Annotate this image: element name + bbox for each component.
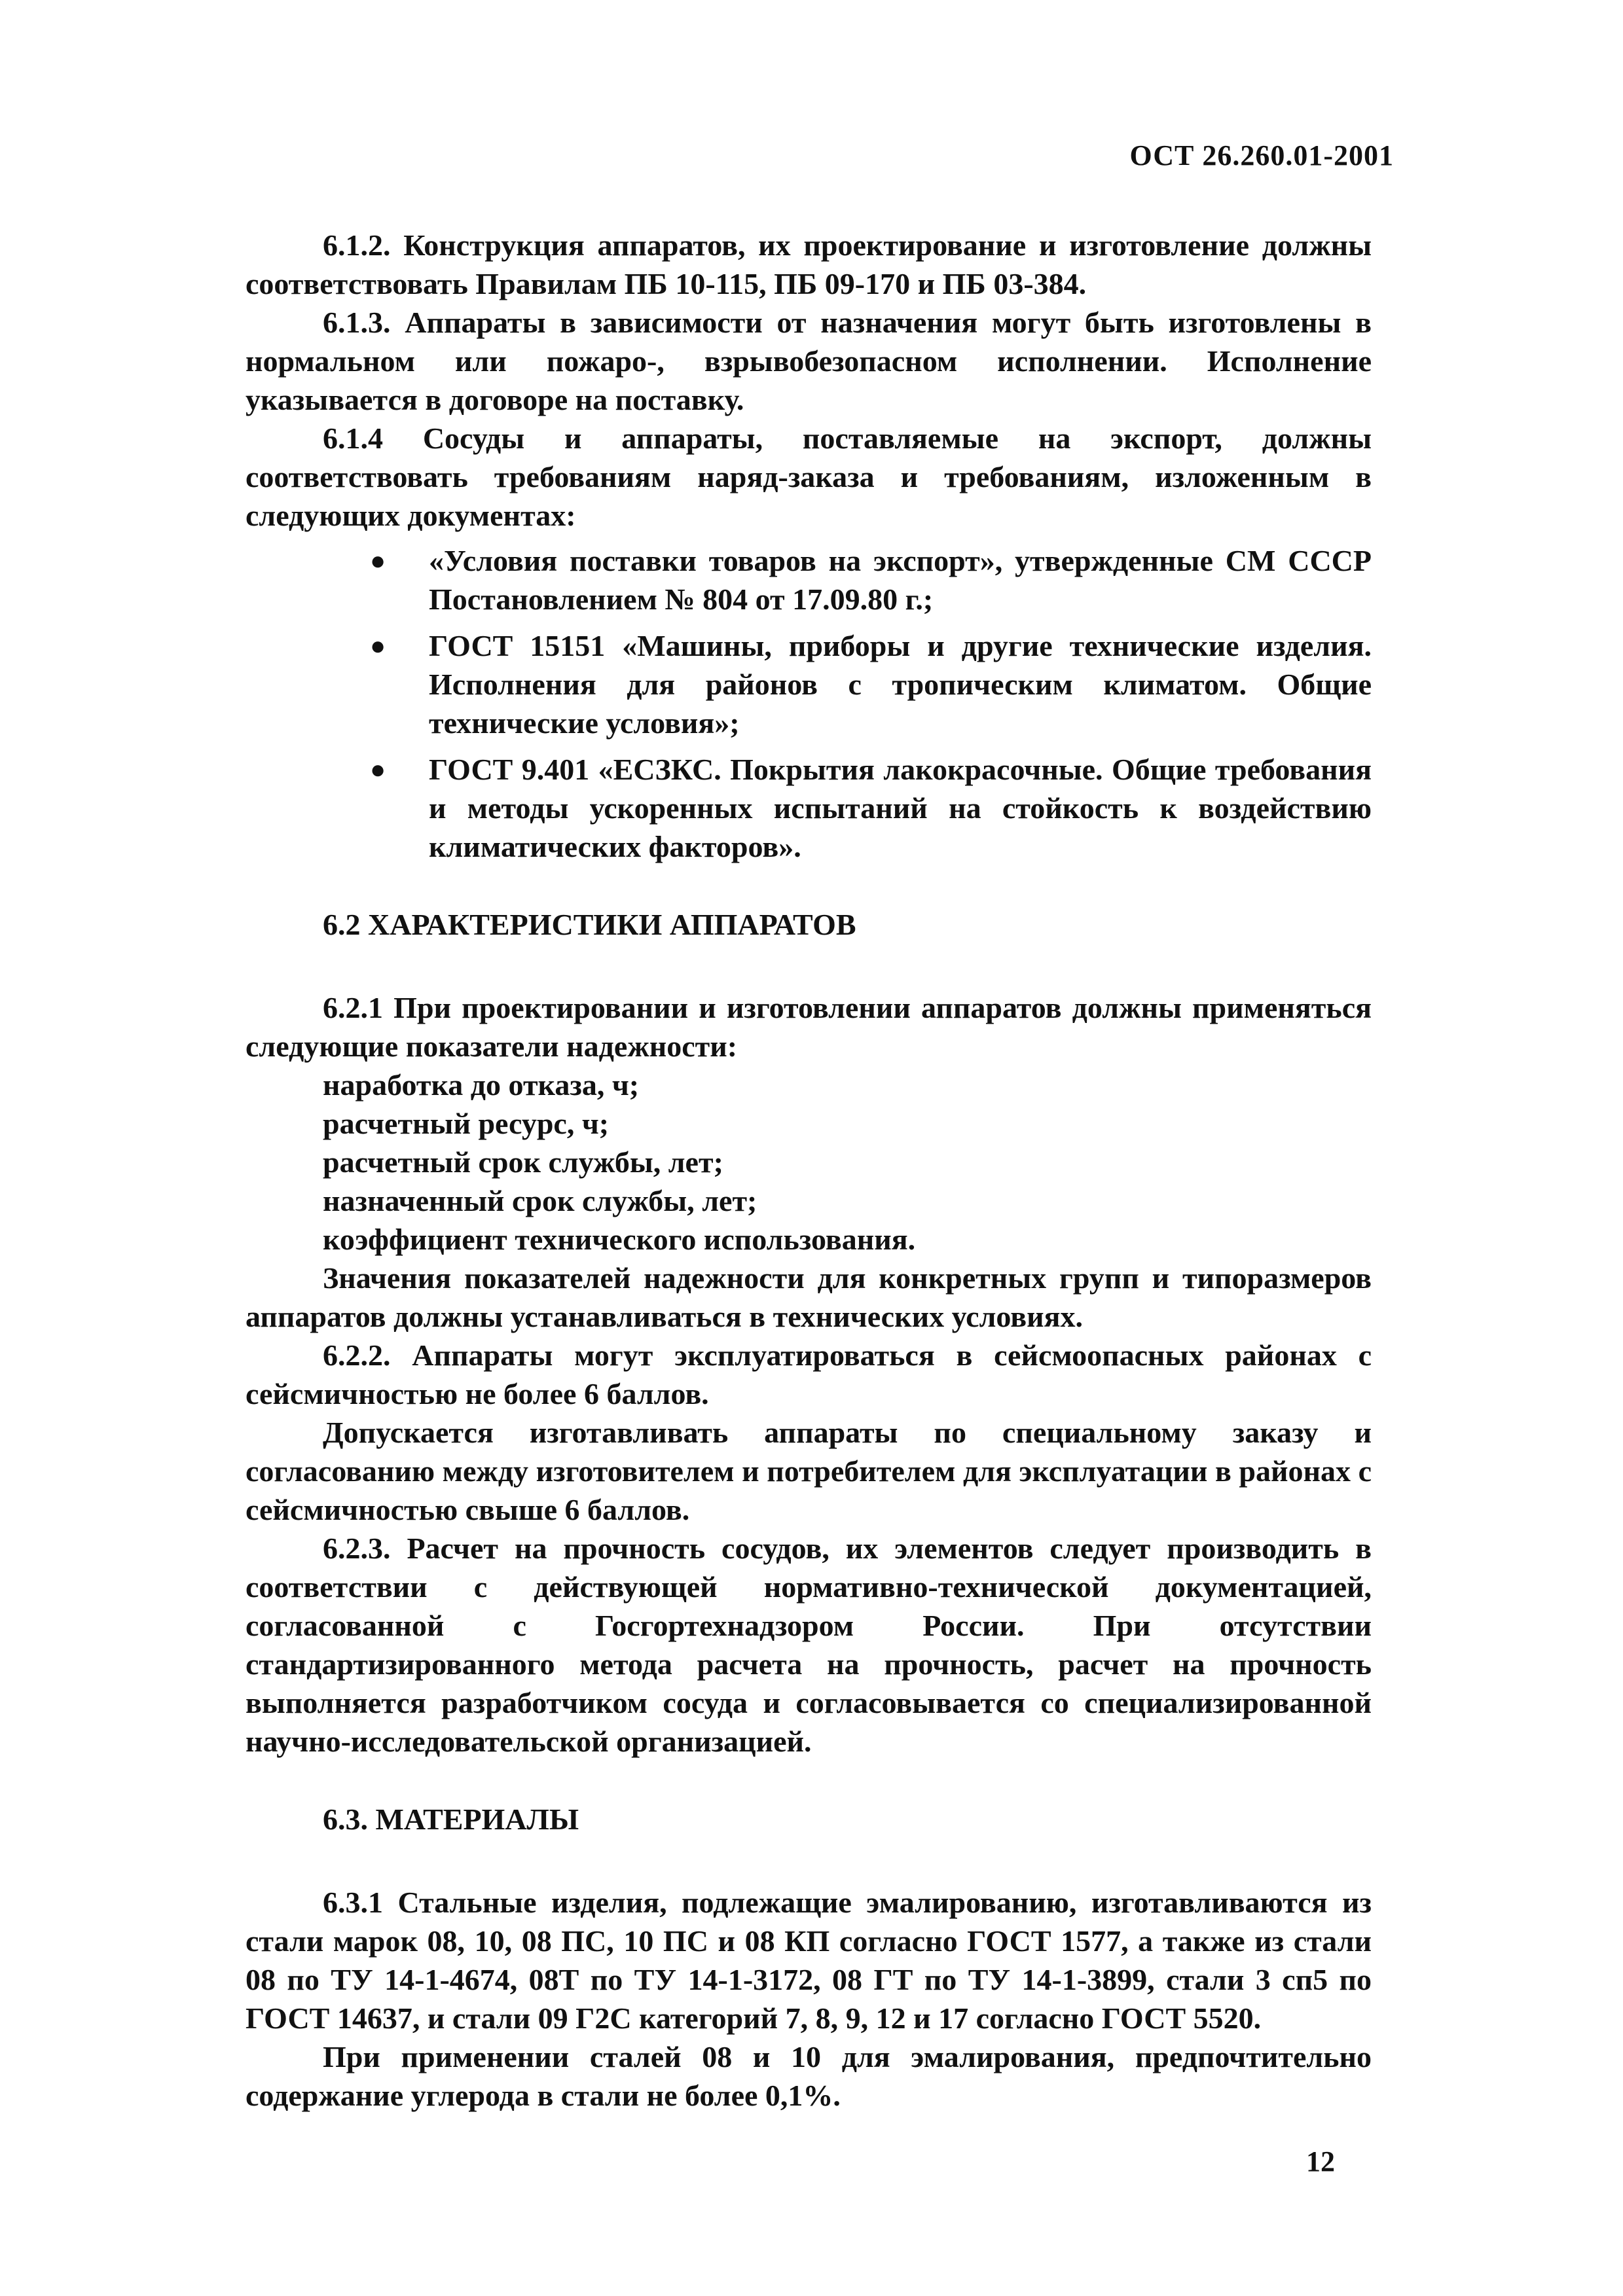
section-heading-6-3: 6.3. МАТЕРИАЛЫ bbox=[323, 1803, 579, 1836]
bullet-icon: ● bbox=[370, 631, 386, 660]
list-item-text: «Условия поставки товаров на экспорт», утвержденные СМ СССР Постановлением № 804 от 17.09.80 г.; bbox=[429, 544, 1372, 616]
list-item bbox=[370, 750, 1372, 866]
paragraph-6-1-4: 6.1.4 Сосуды и аппараты, поставляемые на экспорт, должны соответствовать требованиям наряд-заказа и требованиям, изложенным в следующих документах: bbox=[246, 422, 1372, 532]
paragraph-indicator-values: Значения показателей надежности для конкретных групп и типоразмеров аппаратов должны устанавливаться в технических условиях. bbox=[246, 1261, 1372, 1333]
list-item bbox=[370, 541, 1372, 619]
paragraph-6-2-3: 6.2.3. Расчет на прочность сосудов, их элементов следует производить в соответствии с действующей нормативно-технической документацией, согласованной с Госгортехнадзором России. При отсутствии стандартизированного метода расчета на прочность, расчет на прочность выполняется разработчиком сосуда и согласовывается со специализированной научно-исследовательской организацией. bbox=[246, 1532, 1372, 1758]
list-item: расчетный ресурс, ч; bbox=[323, 1107, 610, 1140]
paragraph-6-1-3: 6.1.3. Аппараты в зависимости от назначения могут быть изготовлены в нормальном или пожаро-, взрывобезопасном исполнении. Исполнение указывается в договоре на поставку. bbox=[246, 306, 1372, 416]
paragraph-6-3-1: 6.3.1 Стальные изделия, подлежащие эмалированию, изготавливаются из стали марок 08, 10, 08 ПС, 10 ПС и 08 КП согласно ГОСТ 1577, а также из стали 08 по ТУ 14-1-4674, 08Т по ТУ 14-1-3172, 08 ГТ по ТУ 14-1-3899, стали 3 сп5 по ГОСТ 14637, и стали 09 Г2С категорий 7, 8, 9, 12 и 17 согласно ГОСТ 5520. bbox=[246, 1886, 1372, 2035]
paragraph-6-2-1: 6.2.1 При проектировании и изготовлении аппаратов должны применяться следующие показатели надежности: bbox=[246, 991, 1372, 1063]
list-item: назначенный срок службы, лет; bbox=[323, 1184, 757, 1217]
list-item bbox=[370, 626, 1372, 742]
document-code-header: ОСТ 26.260.01-2001 bbox=[1129, 139, 1394, 171]
paragraph-6-1-2: 6.1.2. Конструкция аппаратов, их проектирование и изготовление должны соответствовать Правилам ПБ 10-115, ПБ 09-170 и ПБ 03-384. bbox=[246, 228, 1372, 300]
section-heading-6-2: 6.2 ХАРАКТЕРИСТИКИ АППАРАТОВ bbox=[323, 908, 856, 941]
bullet-icon: ● bbox=[370, 546, 386, 575]
reliability-indicators-list bbox=[246, 1066, 1372, 1259]
list-item: наработка до отказа, ч; bbox=[323, 1068, 640, 1102]
list-item-text: ГОСТ 9.401 «ЕСЗКС. Покрытия лакокрасочные. Общие требования и методы ускоренных испытаний на стойкость к воздействию климатических факторов». bbox=[429, 753, 1372, 863]
paragraph-6-2-2: 6.2.2. Аппараты могут эксплуатироваться в сейсмоопасных районах с сейсмичностью не более 6 баллов. bbox=[246, 1338, 1372, 1410]
export-documents-list bbox=[246, 541, 1372, 866]
document-body bbox=[246, 226, 1372, 2115]
list-item: расчетный срок службы, лет; bbox=[323, 1145, 723, 1179]
paragraph-carbon-content: При применении сталей 08 и 10 для эмалирования, предпочтительно содержание углерода в стали не более 0,1%. bbox=[246, 2040, 1372, 2112]
list-item: коэффициент технического использования. bbox=[323, 1223, 916, 1256]
list-item-text: ГОСТ 15151 «Машины, приборы и другие технические изделия. Исполнения для районов с тропическим климатом. Общие технические условия»; bbox=[429, 629, 1372, 740]
bullet-icon: ● bbox=[370, 755, 386, 784]
page-number: 12 bbox=[1306, 2145, 1335, 2178]
paragraph-seismic-allowed: Допускается изготавливать аппараты по специальному заказу и согласованию между изготовителем и потребителем для эксплуатации в районах с сейсмичностью свыше 6 баллов. bbox=[246, 1416, 1372, 1526]
